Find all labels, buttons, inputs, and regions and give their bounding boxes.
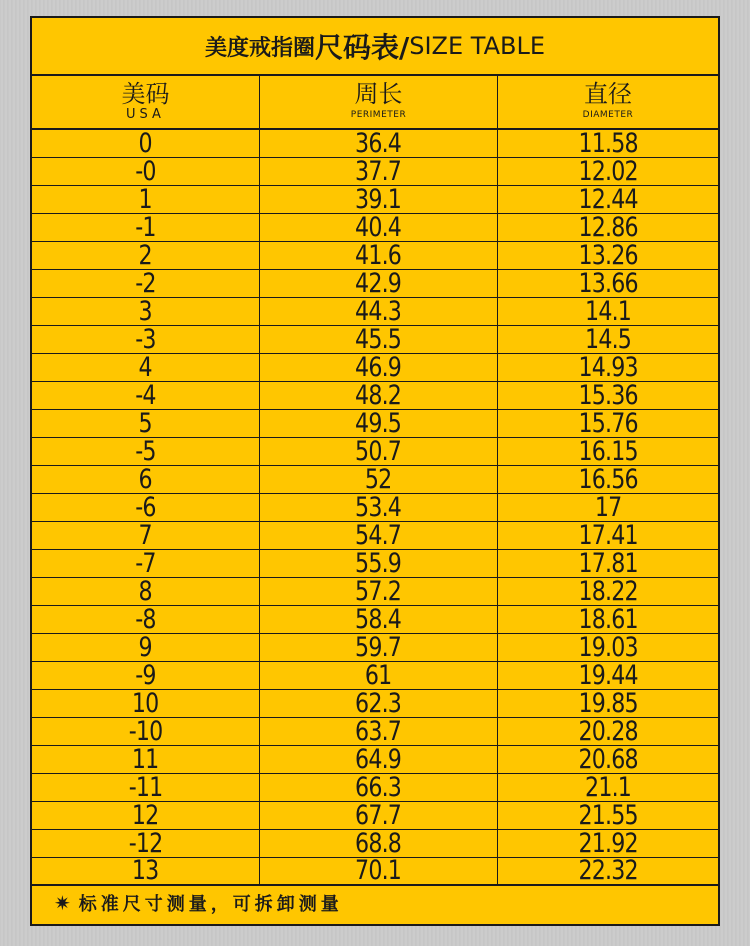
- usa-size-cell: [32, 214, 260, 241]
- header-diameter: [498, 74, 718, 128]
- title-part-1: 美度戒指圈: [204, 35, 315, 61]
- diameter-cell-value: 14.5: [584, 326, 632, 353]
- usa-size-cell: [32, 634, 260, 661]
- table-row: [32, 606, 718, 634]
- diameter-cell: [498, 858, 718, 884]
- perimeter-cell: [260, 606, 498, 633]
- table-row: [32, 242, 718, 270]
- usa-size-cell: [32, 578, 260, 605]
- usa-size-cell: [32, 298, 260, 325]
- diameter-cell-value: 17: [594, 494, 622, 521]
- diameter-cell-value: 16.15: [578, 438, 638, 465]
- perimeter-cell-value: 59.7: [355, 634, 402, 661]
- diameter-cell-value: 13.26: [578, 242, 638, 269]
- diameter-cell: [498, 270, 718, 297]
- diameter-cell: [498, 578, 718, 605]
- perimeter-cell-value: 42.9: [355, 270, 402, 297]
- diameter-cell: [498, 830, 718, 857]
- perimeter-cell-value: 44.3: [355, 298, 402, 325]
- usa-size-cell-value: -1: [135, 214, 156, 241]
- diameter-cell-value: 12.02: [578, 158, 638, 185]
- usa-size-cell: [32, 438, 260, 465]
- perimeter-cell: [260, 578, 498, 605]
- usa-size-cell: [32, 746, 260, 773]
- perimeter-cell-value: 52: [365, 466, 392, 493]
- diameter-cell: [498, 494, 718, 521]
- perimeter-cell: [260, 522, 498, 549]
- perimeter-cell: [260, 718, 498, 745]
- usa-size-cell-value: -9: [135, 662, 156, 689]
- usa-size-cell-value: 0: [138, 130, 153, 157]
- usa-size-cell: [32, 774, 260, 801]
- table-row: [32, 214, 718, 242]
- table-row: [32, 270, 718, 298]
- perimeter-cell-value: 36.4: [355, 130, 402, 157]
- diameter-cell: [498, 718, 718, 745]
- perimeter-cell-value: 63.7: [355, 718, 402, 745]
- diameter-cell-value: 17.81: [578, 550, 638, 577]
- diameter-cell-value: 17.41: [578, 522, 638, 549]
- table-row: [32, 354, 718, 382]
- usa-size-cell: [32, 690, 260, 717]
- page-title: [32, 18, 718, 76]
- diameter-cell: [498, 802, 718, 829]
- diameter-cell: [498, 410, 718, 437]
- diameter-cell: [498, 186, 718, 213]
- diameter-cell: [498, 130, 718, 157]
- perimeter-cell: [260, 662, 498, 689]
- perimeter-cell-value: 41.6: [355, 242, 402, 269]
- table-row: [32, 466, 718, 494]
- perimeter-cell: [260, 158, 498, 185]
- usa-size-cell-value: -12: [128, 830, 163, 857]
- usa-size-cell: [32, 130, 260, 157]
- table-row: [32, 298, 718, 326]
- usa-size-cell: [32, 718, 260, 745]
- title-part-2: 尺码表/: [315, 31, 410, 64]
- perimeter-cell: [260, 830, 498, 857]
- usa-size-cell: [32, 830, 260, 857]
- table-row: [32, 746, 718, 774]
- diameter-cell: [498, 298, 718, 325]
- diameter-cell: [498, 354, 718, 381]
- diameter-cell: [498, 606, 718, 633]
- perimeter-cell-value: 68.8: [355, 830, 402, 857]
- diameter-cell: [498, 634, 718, 661]
- table-row: [32, 158, 718, 186]
- usa-size-cell: [32, 858, 260, 884]
- table-row: [32, 494, 718, 522]
- diameter-cell-value: 19.85: [578, 690, 638, 717]
- perimeter-cell-value: 58.4: [355, 606, 402, 633]
- usa-size-cell-value: -0: [135, 158, 156, 185]
- perimeter-cell-value: 55.9: [355, 550, 402, 577]
- perimeter-cell: [260, 438, 498, 465]
- usa-size-cell: [32, 522, 260, 549]
- table-row: [32, 438, 718, 466]
- usa-size-cell-value: 12: [132, 802, 159, 829]
- usa-size-cell-value: 2: [138, 242, 153, 269]
- perimeter-cell-value: 57.2: [355, 578, 402, 605]
- footer-text: 标准尺寸测量，可拆卸测量: [78, 894, 343, 915]
- diameter-cell-value: 20.28: [578, 718, 638, 745]
- perimeter-cell: [260, 298, 498, 325]
- perimeter-cell: [260, 242, 498, 269]
- perimeter-cell-value: 46.9: [355, 354, 402, 381]
- usa-size-cell: [32, 466, 260, 493]
- perimeter-cell: [260, 130, 498, 157]
- usa-size-cell: [32, 158, 260, 185]
- header-perimeter-cn: 周长: [354, 80, 403, 108]
- usa-size-cell-value: 9: [138, 634, 153, 661]
- table-header-row: [32, 74, 718, 130]
- table-row: [32, 410, 718, 438]
- diameter-cell: [498, 746, 718, 773]
- usa-size-cell-value: -6: [135, 494, 156, 521]
- table-row: [32, 130, 718, 158]
- perimeter-cell: [260, 858, 498, 884]
- usa-size-cell-value: 6: [138, 466, 153, 493]
- usa-size-cell: [32, 550, 260, 577]
- header-diameter-en: DIAMETER: [582, 110, 634, 120]
- perimeter-cell: [260, 270, 498, 297]
- diameter-cell: [498, 774, 718, 801]
- usa-size-cell: [32, 186, 260, 213]
- perimeter-cell-value: 39.1: [355, 186, 402, 213]
- usa-size-cell: [32, 354, 260, 381]
- diameter-cell-value: 22.32: [578, 858, 638, 884]
- diameter-cell: [498, 662, 718, 689]
- usa-size-cell-value: -11: [128, 774, 163, 801]
- perimeter-cell: [260, 746, 498, 773]
- footer-note: [32, 882, 718, 924]
- diameter-cell-value: 12.86: [578, 214, 638, 241]
- perimeter-cell-value: 50.7: [355, 438, 402, 465]
- usa-size-cell-value: 10: [132, 690, 159, 717]
- diameter-cell-value: 19.03: [578, 634, 638, 661]
- diameter-cell-value: 18.61: [578, 606, 638, 633]
- perimeter-cell-value: 67.7: [355, 802, 402, 829]
- diameter-cell: [498, 242, 718, 269]
- usa-size-cell: [32, 606, 260, 633]
- size-table-card: [30, 16, 720, 926]
- table-row: [32, 774, 718, 802]
- usa-size-cell-value: -7: [135, 550, 156, 577]
- diameter-cell-value: 15.76: [578, 410, 638, 437]
- header-usa-en: USA: [126, 107, 165, 122]
- table-row: [32, 382, 718, 410]
- header-usa: [32, 74, 260, 128]
- usa-size-cell-value: -3: [135, 326, 156, 353]
- usa-size-cell-value: 5: [138, 410, 153, 437]
- size-table: [32, 74, 718, 886]
- perimeter-cell-value: 53.4: [355, 494, 402, 521]
- usa-size-cell: [32, 382, 260, 409]
- perimeter-cell: [260, 802, 498, 829]
- diameter-cell: [498, 550, 718, 577]
- usa-size-cell-value: 4: [138, 354, 153, 381]
- header-diameter-cn: 直径: [584, 80, 632, 108]
- table-row: [32, 662, 718, 690]
- usa-size-cell-value: -8: [135, 606, 156, 633]
- table-body: [32, 130, 718, 886]
- diameter-cell-value: 14.1: [584, 298, 632, 325]
- perimeter-cell: [260, 382, 498, 409]
- table-row: [32, 550, 718, 578]
- perimeter-cell-value: 64.9: [355, 746, 402, 773]
- usa-size-cell-value: -4: [135, 382, 156, 409]
- perimeter-cell-value: 48.2: [355, 382, 402, 409]
- perimeter-cell-value: 66.3: [355, 774, 402, 801]
- perimeter-cell-value: 40.4: [355, 214, 402, 241]
- table-row: [32, 802, 718, 830]
- perimeter-cell-value: 37.7: [355, 158, 402, 185]
- table-row: [32, 830, 718, 858]
- perimeter-cell: [260, 494, 498, 521]
- perimeter-cell-value: 61: [365, 662, 392, 689]
- perimeter-cell-value: 49.5: [355, 410, 402, 437]
- perimeter-cell: [260, 354, 498, 381]
- diameter-cell: [498, 466, 718, 493]
- diameter-cell-value: 11.58: [578, 130, 638, 157]
- table-row: [32, 634, 718, 662]
- diameter-cell: [498, 382, 718, 409]
- table-row: [32, 578, 718, 606]
- diameter-cell-value: 18.22: [578, 578, 638, 605]
- header-perimeter: [260, 74, 498, 128]
- header-perimeter-en: PERIMETER: [350, 110, 407, 120]
- diameter-cell-value: 20.68: [578, 746, 638, 773]
- diameter-cell: [498, 326, 718, 353]
- perimeter-cell: [260, 410, 498, 437]
- usa-size-cell-value: 1: [138, 186, 153, 213]
- perimeter-cell: [260, 326, 498, 353]
- usa-size-cell: [32, 802, 260, 829]
- table-row: [32, 522, 718, 550]
- perimeter-cell: [260, 186, 498, 213]
- diameter-cell-value: 14.93: [578, 354, 638, 381]
- diameter-cell-value: 16.56: [578, 466, 638, 493]
- perimeter-cell-value: 54.7: [355, 522, 402, 549]
- diameter-cell-value: 15.36: [578, 382, 638, 409]
- diameter-cell-value: 21.55: [578, 802, 638, 829]
- usa-size-cell-value: -5: [135, 438, 156, 465]
- usa-size-cell: [32, 270, 260, 297]
- perimeter-cell: [260, 690, 498, 717]
- usa-size-cell: [32, 242, 260, 269]
- diameter-cell-value: 21.92: [578, 830, 638, 857]
- diameter-cell: [498, 438, 718, 465]
- diameter-cell-value: 13.66: [578, 270, 638, 297]
- table-row: [32, 186, 718, 214]
- diameter-cell-value: 21.1: [584, 774, 632, 801]
- diameter-cell: [498, 522, 718, 549]
- asterisk-burst-icon: ✷: [54, 891, 75, 915]
- table-row: [32, 690, 718, 718]
- usa-size-cell: [32, 494, 260, 521]
- perimeter-cell-value: 70.1: [355, 858, 402, 884]
- usa-size-cell-value: 13: [132, 858, 159, 884]
- table-row: [32, 326, 718, 354]
- usa-size-cell-value: -2: [135, 270, 156, 297]
- usa-size-cell-value: 11: [132, 746, 159, 773]
- diameter-cell-value: 19.44: [578, 662, 638, 689]
- diameter-cell-value: 12.44: [578, 186, 638, 213]
- perimeter-cell: [260, 466, 498, 493]
- usa-size-cell-value: 3: [138, 298, 153, 325]
- perimeter-cell: [260, 214, 498, 241]
- usa-size-cell: [32, 662, 260, 689]
- perimeter-cell: [260, 634, 498, 661]
- perimeter-cell-value: 45.5: [355, 326, 402, 353]
- usa-size-cell: [32, 326, 260, 353]
- table-row: [32, 718, 718, 746]
- usa-size-cell-value: 7: [138, 522, 153, 549]
- header-usa-cn: 美码: [121, 80, 170, 108]
- title-part-3: SIZE TABLE: [409, 32, 545, 60]
- usa-size-cell: [32, 410, 260, 437]
- perimeter-cell-value: 62.3: [355, 690, 402, 717]
- usa-size-cell-value: -10: [128, 718, 163, 745]
- diameter-cell: [498, 214, 718, 241]
- diameter-cell: [498, 158, 718, 185]
- perimeter-cell: [260, 774, 498, 801]
- diameter-cell: [498, 690, 718, 717]
- usa-size-cell-value: 8: [138, 578, 153, 605]
- perimeter-cell: [260, 550, 498, 577]
